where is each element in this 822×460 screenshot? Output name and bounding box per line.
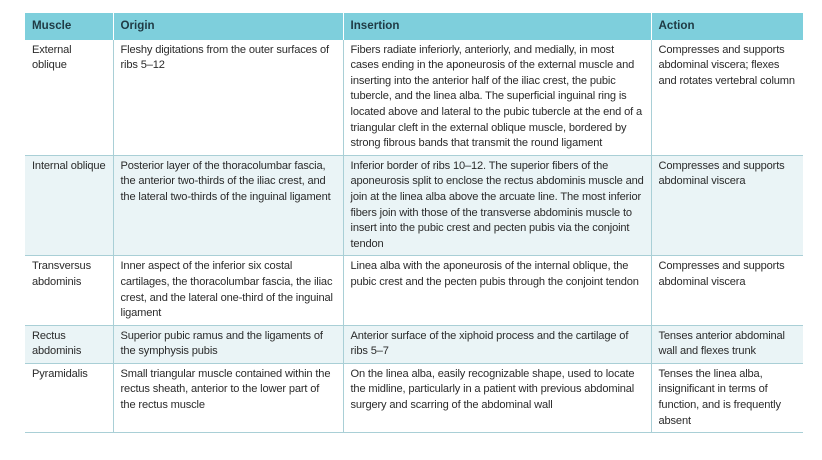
- cell-muscle: Transversus abdominis: [25, 256, 113, 325]
- cell-origin: Fleshy digitations from the outer surfaces of ribs 5–12: [113, 40, 343, 156]
- cell-insertion: Linea alba with the aponeurosis of the internal oblique, the pubic crest and the pecten pubis through the conjoint tendon: [343, 256, 651, 325]
- muscle-table-container: [25, 13, 803, 433]
- table-row: [25, 256, 803, 325]
- header-muscle: Muscle: [25, 13, 113, 40]
- header-action: Action: [651, 13, 803, 40]
- cell-muscle: External oblique: [25, 40, 113, 156]
- table-row: [25, 40, 803, 156]
- cell-muscle: Pyramidalis: [25, 363, 113, 432]
- table-row: [25, 325, 803, 363]
- cell-action: Tenses anterior abdominal wall and flexes trunk: [651, 325, 803, 363]
- cell-action: Compresses and supports abdominal viscera: [651, 256, 803, 325]
- cell-insertion: Anterior surface of the xiphoid process and the cartilage of ribs 5–7: [343, 325, 651, 363]
- table-row: [25, 155, 803, 256]
- table-header: [25, 13, 803, 40]
- cell-action: Tenses the linea alba, insignificant in terms of function, and is frequently absent: [651, 363, 803, 432]
- muscle-table: [25, 13, 803, 433]
- header-row: [25, 13, 803, 40]
- cell-muscle: Rectus abdominis: [25, 325, 113, 363]
- header-origin: Origin: [113, 13, 343, 40]
- cell-origin: Small triangular muscle contained within the rectus sheath, anterior to the lower part of the rectus muscle: [113, 363, 343, 432]
- cell-origin: Posterior layer of the thoracolumbar fascia, the anterior two-thirds of the iliac crest, and the lateral two-thirds of the inguinal ligament: [113, 155, 343, 256]
- table-row: [25, 363, 803, 432]
- table-body: [25, 40, 803, 433]
- cell-insertion: Inferior border of ribs 10–12. The superior fibers of the aponeurosis split to enclose the rectus abdominis muscle and join at the linea alba above the arcuate line. The most inferior fibers join with those of the transverse abdominis muscle to insert into the pubic crest and pecten pubis via the conjoint tendon: [343, 155, 651, 256]
- cell-origin: Inner aspect of the inferior six costal cartilages, the thoracolumbar fascia, the iliac crest, and the lateral one-third of the inguinal ligament: [113, 256, 343, 325]
- cell-muscle: Internal oblique: [25, 155, 113, 256]
- cell-insertion: On the linea alba, easily recognizable shape, used to locate the midline, particularly in a patient with previous abdominal surgery and scarring of the abdominal wall: [343, 363, 651, 432]
- cell-origin: Superior pubic ramus and the ligaments of the symphysis pubis: [113, 325, 343, 363]
- header-insertion: Insertion: [343, 13, 651, 40]
- cell-insertion: Fibers radiate inferiorly, anteriorly, and medially, in most cases ending in the aponeurosis of the external muscle and inserting into the anterior half of the iliac crest, the pubic tubercle, and the linea alba. The superficial inguinal ring is located above and lateral to the pubic tubercle at the end of a triangular cleft in the external oblique muscle, bordered by strong fibrous bands that transmit the round ligament: [343, 40, 651, 156]
- cell-action: Compresses and supports abdominal viscera; flexes and rotates vertebral column: [651, 40, 803, 156]
- cell-action: Compresses and supports abdominal viscera: [651, 155, 803, 256]
